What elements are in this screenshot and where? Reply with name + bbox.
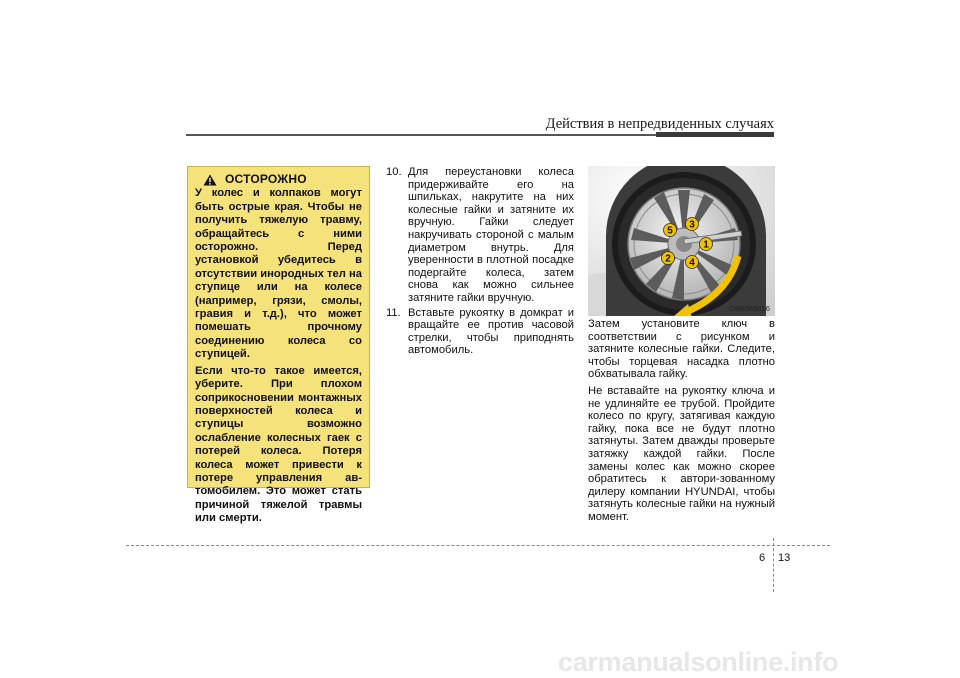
- watermark: carmanualsonline.info: [558, 647, 839, 677]
- page-number: 13: [778, 552, 791, 564]
- svg-text:3: 3: [689, 219, 695, 231]
- step-item: [386, 307, 574, 357]
- svg-text:1: 1: [703, 239, 709, 251]
- nut-marker-4: [686, 256, 699, 269]
- step-item: [386, 166, 574, 305]
- footer-rule: [126, 545, 830, 546]
- nut-marker-5: [664, 224, 677, 237]
- step-text: Для переустановки колеса придерживайте его на шпильках, накрутите на них колесные гайки и затяните их вручную. Гайки следует накручивать стороной с малым диаметром внутрь. Для уверенности в плотной посадке подергайте колеса, затем снова как можно сильнее затяните гайки вручную.: [408, 166, 574, 304]
- svg-text:4: 4: [689, 257, 695, 269]
- warning-paragraph: У колес и колпаков могут быть острые края. Чтобы не получить тяжелую травму, обращайтесь с ними осторожно. Перед установкой убедитесь в отсутствии инородных тел на ступице или на колесе (например, грязи, смолы, гравия и т.д.), что может помешать прочному соединению колеса со ступицей.: [195, 187, 362, 361]
- warning-paragraph: Если что-то такое имеется, уберите. При плохом соприкосновении монтажных поверхностей колеса и ступицы возможно ослабление колесных гаек с потерей колеса. Потеря колеса может привести к потере управления ав-томобилем. Это может стать причиной тяжелой травмы или смерти.: [195, 364, 362, 525]
- svg-text:5: 5: [667, 225, 673, 237]
- warning-header: [203, 173, 362, 186]
- warning-title: ОСТОРОЖНО: [225, 172, 307, 186]
- step-number: 10.: [386, 166, 402, 178]
- figure-code: OBK069016: [729, 304, 770, 313]
- wheel-illustration: [588, 166, 775, 316]
- nut-marker-1: [700, 238, 713, 251]
- svg-text:2: 2: [665, 253, 671, 265]
- step-text: Вставьте рукоятку в домкрат и вращайте ее против часовой стрелки, чтобы приподнять автомобиль.: [408, 306, 574, 357]
- section-title: Действия в непредвиденных случаях: [545, 116, 774, 132]
- nut-marker-3: [686, 218, 699, 231]
- body-paragraph: Не вставайте на рукоятку ключа и не удлиняйте ее трубой. Пройдите колесо по кругу, затягивая каждую гайку, пока все не будут плотно затянуты. Затем дважды проверьте затяжку каждой гайки. После замены колес как можно скорее обратитесь к автори-зованному дилеру компании HYUNDAI, чтобы затянуть колесные гайки на нужный момент.: [588, 384, 775, 523]
- right-column: [588, 318, 775, 528]
- nut-marker-2: [662, 252, 675, 265]
- warning-triangle-icon: [203, 174, 217, 186]
- chapter-number: 6: [759, 552, 766, 564]
- footer-divider: [773, 538, 774, 592]
- step-number: 11.: [386, 306, 401, 319]
- wheel-drawing: [588, 166, 775, 316]
- warning-box: [187, 166, 370, 525]
- header-rule-accent: [656, 132, 774, 137]
- steps-column: [386, 166, 574, 359]
- body-paragraph: Затем установите ключ в соответствии с рисунком и затяните колесные гайки. Следите, чтобы торцевая насадка плотно обхватывала гайку.: [588, 318, 775, 381]
